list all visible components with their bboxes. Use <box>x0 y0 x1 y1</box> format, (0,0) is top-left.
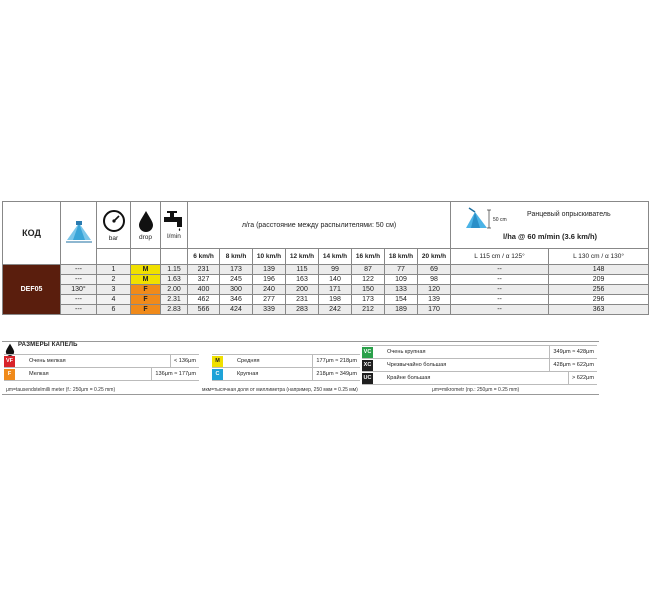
angle-cell: 130° <box>61 285 97 295</box>
speed-header: 14 km/h <box>319 249 352 265</box>
speed-header: 20 km/h <box>418 249 451 265</box>
pressure-subheader <box>97 249 131 265</box>
rate-cell: 200 <box>286 285 319 295</box>
rate-cell: 173 <box>352 295 385 305</box>
legend-note: μm=mikrometr (np.: 250μm = 0.25 mm) <box>432 387 520 393</box>
code-header: КОД <box>3 202 61 265</box>
flow-subheader <box>161 249 188 265</box>
drop-label: drop <box>138 233 152 241</box>
rate-cell: 122 <box>352 275 385 285</box>
rate-cell: 231 <box>286 295 319 305</box>
legend-item-c <box>212 367 360 381</box>
nozzle-flow-table <box>2 201 649 315</box>
rate-cell: 154 <box>385 295 418 305</box>
rate-cell: 327 <box>188 275 220 285</box>
application-rate-header: л/га (расстояние между распылителями: 50 см) <box>188 202 451 249</box>
legend-code: VF <box>4 356 15 367</box>
drop-size-cell: F <box>131 295 161 305</box>
legend-range: > 622μm <box>568 372 597 384</box>
rate-cell: 300 <box>220 285 253 295</box>
backpack-dim-label: 50 cm <box>493 217 507 223</box>
rate-cell: 109 <box>385 275 418 285</box>
speed-header: 16 km/h <box>352 249 385 265</box>
flow-cell: 1.15 <box>161 265 188 275</box>
backpack-cell: 296 <box>549 295 649 305</box>
legend-code: C <box>212 369 223 380</box>
rate-cell: 139 <box>418 295 451 305</box>
legend-item-xc <box>362 358 597 372</box>
legend-title: РАЗМЕРЫ КАПЕЛЬ <box>18 342 78 348</box>
rate-cell: 346 <box>220 295 253 305</box>
legend-code: VC <box>362 347 373 358</box>
backpack-header <box>451 202 649 249</box>
legend-name: Очень крупная <box>387 349 426 355</box>
flow-cell: 2.00 <box>161 285 188 295</box>
rate-cell: 99 <box>319 265 352 275</box>
backpack-lha-label: l/ha @ 60 m/min (3.6 km/h) <box>503 232 598 241</box>
rate-cell: 277 <box>253 295 286 305</box>
pressure-cell: 1 <box>97 265 131 275</box>
pressure-unit: bar <box>108 234 119 242</box>
rate-cell: 69 <box>418 265 451 275</box>
legend-name: Очень мелкая <box>29 358 66 364</box>
drop-header <box>131 202 161 249</box>
rate-cell: 400 <box>188 285 220 295</box>
legend-item-uc <box>362 371 597 385</box>
backpack-cell: 363 <box>549 305 649 315</box>
rate-cell: 424 <box>220 305 253 315</box>
speed-header: 8 km/h <box>220 249 253 265</box>
pressure-header <box>97 202 131 249</box>
droplet-size-legend <box>2 341 599 395</box>
legend-range: 428μm ≈ 622μm <box>549 359 597 371</box>
rate-cell: 163 <box>286 275 319 285</box>
rate-cell: 462 <box>188 295 220 305</box>
spray-angle-icon <box>64 220 94 246</box>
legend-note: μm=tausendstelmilli meter (f.: 250μm = 0.25 mm) <box>6 387 116 393</box>
rate-cell: 339 <box>253 305 286 315</box>
legend-item-vf <box>4 354 199 368</box>
speed-header: 10 km/h <box>253 249 286 265</box>
legend-item-m <box>212 354 360 368</box>
table-row <box>3 275 649 285</box>
rate-cell: 240 <box>253 285 286 295</box>
legend-name: Средняя <box>237 358 260 364</box>
angle-cell: --- <box>61 295 97 305</box>
flow-unit: l/min <box>167 232 181 240</box>
rate-cell: 231 <box>188 265 220 275</box>
speed-header: 18 km/h <box>385 249 418 265</box>
rate-cell: 87 <box>352 265 385 275</box>
rate-cell: 245 <box>220 275 253 285</box>
rate-cell: 171 <box>319 285 352 295</box>
legend-range: 177μm ≈ 218μm <box>312 355 360 367</box>
rate-cell: 120 <box>418 285 451 295</box>
speed-header: 6 km/h <box>188 249 220 265</box>
rate-cell: 150 <box>352 285 385 295</box>
legend-item-vc <box>362 345 597 359</box>
backpack-spray-icon <box>465 206 525 230</box>
table-row <box>3 305 649 315</box>
backpack-cell: 256 <box>549 285 649 295</box>
rate-cell: 173 <box>220 265 253 275</box>
drop-size-cell: F <box>131 305 161 315</box>
flow-header <box>161 202 188 249</box>
pressure-cell: 3 <box>97 285 131 295</box>
legend-item-f <box>4 367 199 381</box>
rate-cell: 170 <box>418 305 451 315</box>
legend-name: Чрезвычайно большая <box>387 362 447 368</box>
pressure-cell: 4 <box>97 295 131 305</box>
backpack-cell: -- <box>451 295 549 305</box>
backpack-cell: -- <box>451 275 549 285</box>
rate-cell: 242 <box>319 305 352 315</box>
backpack-col2-header: L 130 cm / α 130° <box>549 249 649 265</box>
rate-cell: 133 <box>385 285 418 295</box>
legend-name: Крупная <box>237 371 259 377</box>
legend-range: 218μm ≈ 349μm <box>312 368 360 380</box>
faucet-icon <box>162 211 186 231</box>
pressure-cell: 2 <box>97 275 131 285</box>
backpack-title: Ранцевый опрыскиватель <box>527 211 611 218</box>
table-row <box>3 265 649 275</box>
legend-code: F <box>4 369 15 380</box>
rate-cell: 98 <box>418 275 451 285</box>
legend-note: мкм=тысячная доля от миллиметра (например, 250 мкм = 0.25 мм) <box>202 387 358 393</box>
rate-cell: 77 <box>385 265 418 275</box>
flow-cell: 1.63 <box>161 275 188 285</box>
backpack-cell: 148 <box>549 265 649 275</box>
legend-code: M <box>212 356 223 367</box>
droplet-icon <box>138 210 154 232</box>
drop-size-cell: F <box>131 285 161 295</box>
rate-cell: 283 <box>286 305 319 315</box>
drop-size-cell: M <box>131 275 161 285</box>
legend-range: 136μm ≈ 177μm <box>151 368 199 380</box>
drop-size-cell: M <box>131 265 161 275</box>
legend-range: < 136μm <box>170 355 199 367</box>
legend-name: Крайне большая <box>387 375 431 381</box>
rate-cell: 189 <box>385 305 418 315</box>
rate-cell: 139 <box>253 265 286 275</box>
backpack-cell: -- <box>451 285 549 295</box>
pressure-cell: 6 <box>97 305 131 315</box>
rate-cell: 212 <box>352 305 385 315</box>
rate-cell: 115 <box>286 265 319 275</box>
angle-cell: --- <box>61 305 97 315</box>
table-body <box>3 265 649 315</box>
legend-range: 349μm ≈ 428μm <box>549 346 597 358</box>
backpack-col1-header: L 115 cm / α 125° <box>451 249 549 265</box>
flow-cell: 2.83 <box>161 305 188 315</box>
table-row <box>3 295 649 305</box>
angle-cell: --- <box>61 265 97 275</box>
rate-cell: 140 <box>319 275 352 285</box>
drop-subheader <box>131 249 161 265</box>
angle-header <box>61 202 97 265</box>
rate-cell: 196 <box>253 275 286 285</box>
table-row <box>3 285 649 295</box>
speed-header: 12 km/h <box>286 249 319 265</box>
rate-cell: 566 <box>188 305 220 315</box>
nozzle-code-cell: DEF05 <box>3 265 61 315</box>
pressure-gauge-icon <box>102 209 126 233</box>
flow-cell: 2.31 <box>161 295 188 305</box>
legend-code: XC <box>362 360 373 371</box>
legend-code: UC <box>362 373 373 384</box>
backpack-cell: 209 <box>549 275 649 285</box>
backpack-cell: -- <box>451 265 549 275</box>
angle-cell: --- <box>61 275 97 285</box>
rate-cell: 198 <box>319 295 352 305</box>
backpack-cell: -- <box>451 305 549 315</box>
legend-name: Мелкая <box>29 371 49 377</box>
